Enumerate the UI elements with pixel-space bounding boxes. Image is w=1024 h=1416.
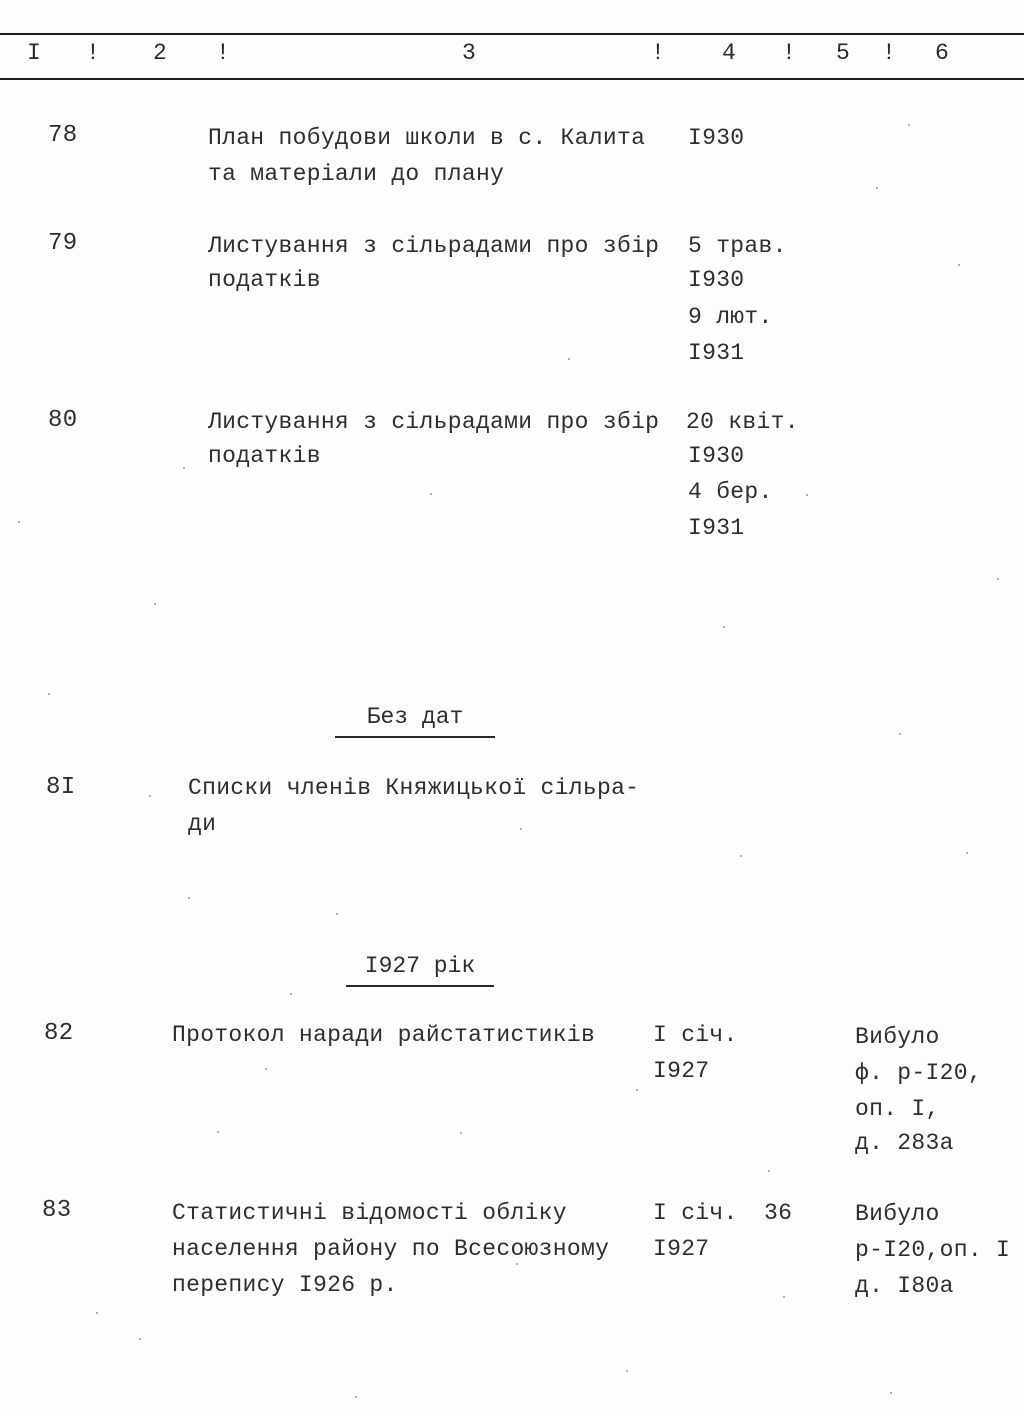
column-header-6: 6 (935, 40, 949, 66)
entry-title-line: ди (188, 811, 217, 837)
entry-sheets-count: 36 (764, 1200, 793, 1226)
entry-number: 83 (42, 1197, 72, 1224)
column-separator: ! (651, 40, 665, 66)
header-top-rule (0, 33, 1024, 35)
section-underline (335, 736, 495, 738)
section-underline (346, 985, 494, 987)
column-header-5: 5 (836, 40, 850, 66)
entry-date-line: I січ. (653, 1200, 738, 1226)
entry-title-line: перепису I926 р. (172, 1272, 398, 1298)
entry-note-line: оп. I, (855, 1096, 940, 1122)
column-header-2: 2 (153, 40, 167, 66)
entry-title-line: Статистичні відомості обліку (172, 1200, 567, 1226)
entry-title-line: План побудови школи в с. Калита (208, 125, 646, 151)
column-separator: ! (782, 40, 796, 66)
entry-date-line: 5 трав. (688, 233, 787, 259)
entry-note-line: р-I20,оп. I (855, 1237, 1011, 1263)
section-heading-text: I927 рік (364, 953, 476, 979)
column-separator: ! (882, 40, 896, 66)
section-heading-text: Без дат (366, 704, 464, 730)
entry-date-line: I січ. (653, 1022, 738, 1048)
entry-note-line: ф. р-I20, (855, 1060, 982, 1086)
entry-number: 78 (48, 122, 78, 149)
entry-note-line: д. I80а (855, 1273, 954, 1299)
entry-date-line: I930 (688, 443, 745, 469)
entry-title-line: податків (208, 443, 321, 469)
entry-title-line: Списки членів Княжицької сільра- (188, 775, 640, 801)
entry-number: 80 (48, 407, 78, 434)
entry-title-line: Протокол наради райстатистиків (172, 1022, 596, 1048)
section-heading-year-1927 (346, 953, 494, 987)
entry-number: 79 (48, 230, 78, 257)
entry-date-line: 9 лют. (688, 304, 773, 330)
entry-title-line: Листування з сільрадами про збір (208, 409, 660, 435)
column-header-3: 3 (462, 40, 476, 66)
section-heading-no-dates (335, 704, 495, 738)
entry-number: 82 (44, 1020, 74, 1047)
entry-note-line: д. 283а (855, 1130, 954, 1156)
entry-date-line: I927 (653, 1236, 710, 1262)
entry-note-line: Вибуло (855, 1024, 940, 1050)
column-header-1: I (27, 40, 41, 66)
column-separator: ! (216, 40, 230, 66)
entry-date-line: I931 (688, 515, 745, 541)
entry-date-line: 20 квіт. (686, 409, 799, 435)
entry-date-line: I927 (653, 1058, 710, 1084)
entry-title-line: населення району по Всесоюзному (172, 1236, 610, 1262)
entry-title-line: Листування з сільрадами про збір (208, 233, 660, 259)
entry-title-line: та матеріали до плану (208, 161, 505, 187)
entry-date-line: I931 (688, 340, 745, 366)
entry-title-line: податків (208, 267, 321, 293)
entry-date-line: 4 бер. (688, 479, 773, 505)
entry-date-line: I930 (688, 125, 745, 151)
header-bottom-rule (0, 78, 1024, 80)
entry-number: 8I (46, 774, 76, 801)
entry-date-line: I930 (688, 267, 745, 293)
column-header-4: 4 (722, 40, 736, 66)
entry-note-line: Вибуло (855, 1201, 940, 1227)
column-separator: ! (86, 40, 100, 66)
